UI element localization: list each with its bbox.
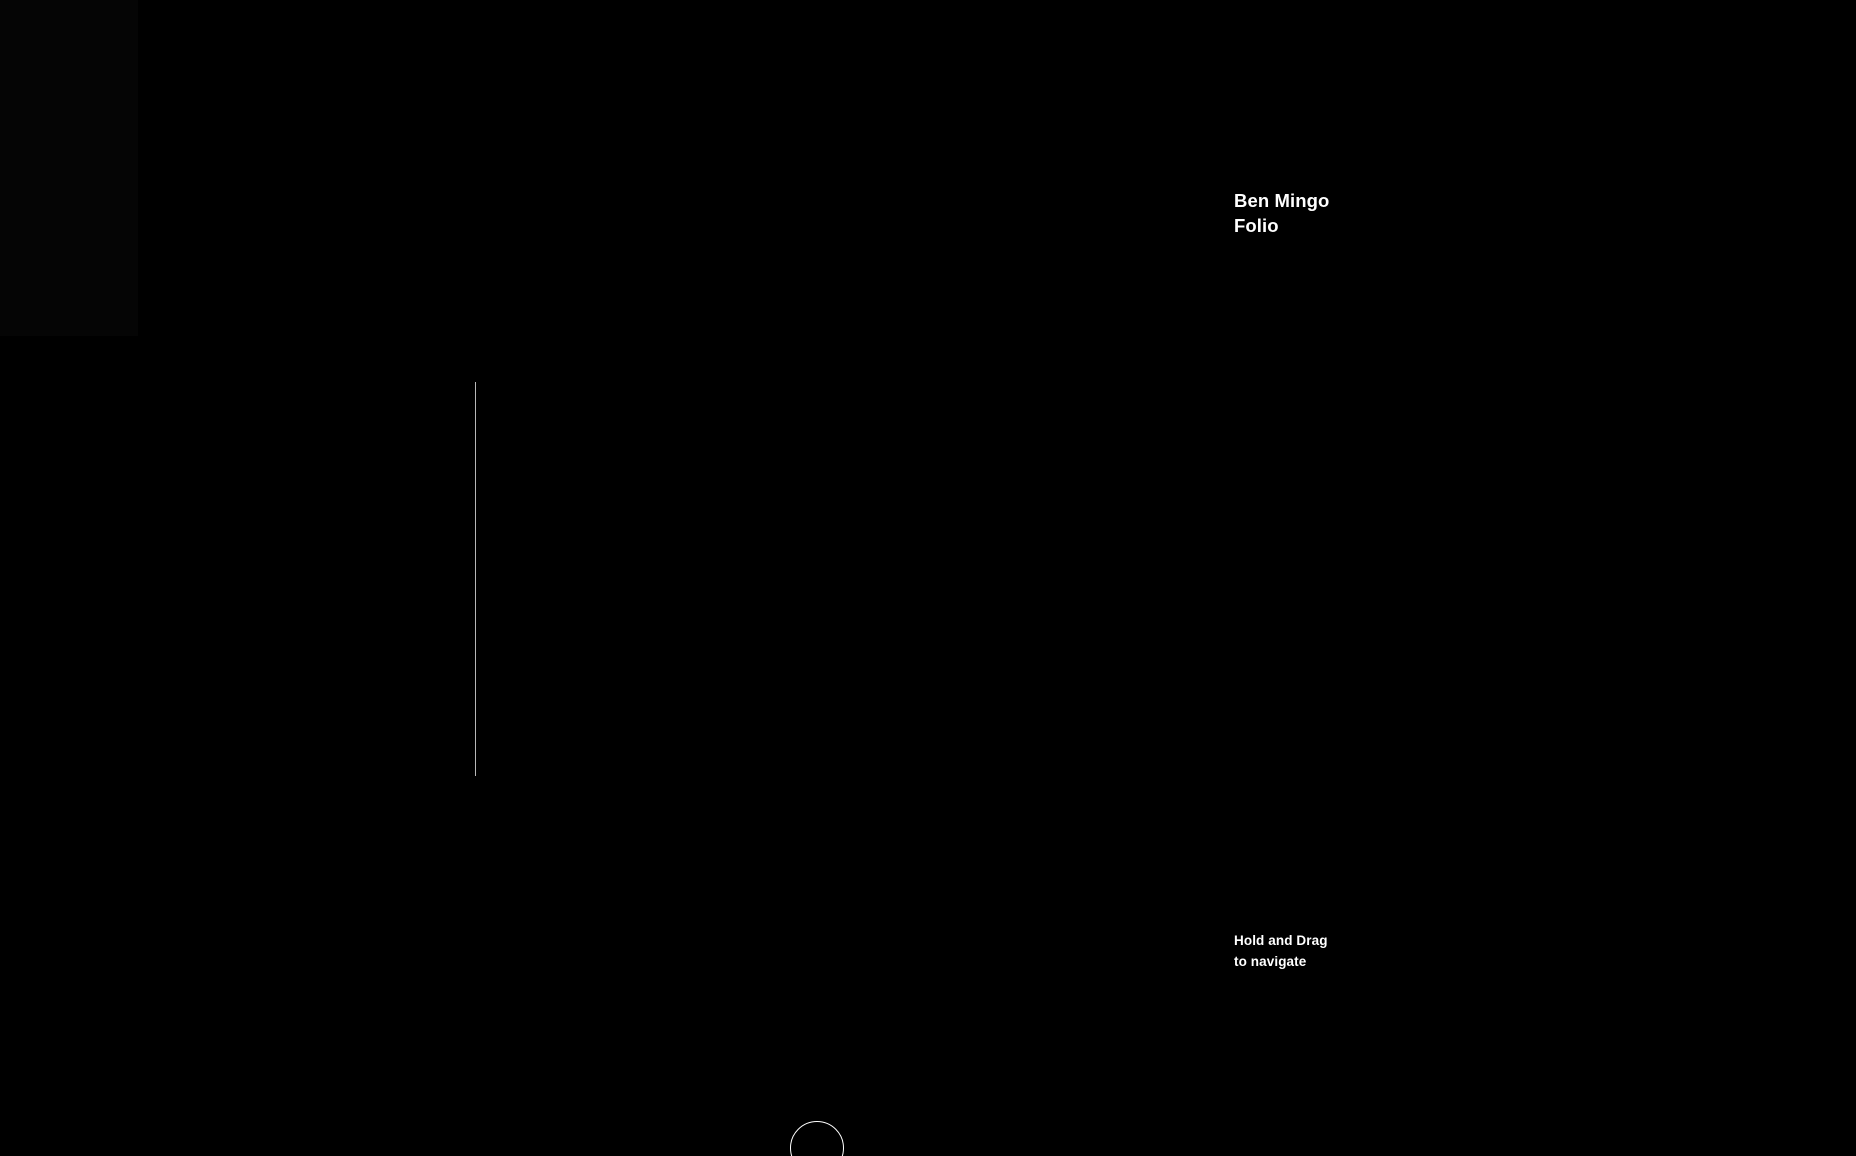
page-title: [1234, 188, 1329, 238]
navigation-hint-line-2: to navigate: [1234, 954, 1307, 969]
navigation-hint-line-1: Hold and Drag: [1234, 933, 1328, 948]
navigation-hint: [1234, 930, 1328, 972]
page-title-line-1: Ben Mingo: [1234, 190, 1330, 211]
drag-navigation-cursor[interactable]: [790, 1121, 844, 1156]
vertical-divider-line: [475, 382, 476, 776]
page-title-line-2: Folio: [1234, 215, 1279, 236]
background-edge-band: [0, 0, 138, 336]
